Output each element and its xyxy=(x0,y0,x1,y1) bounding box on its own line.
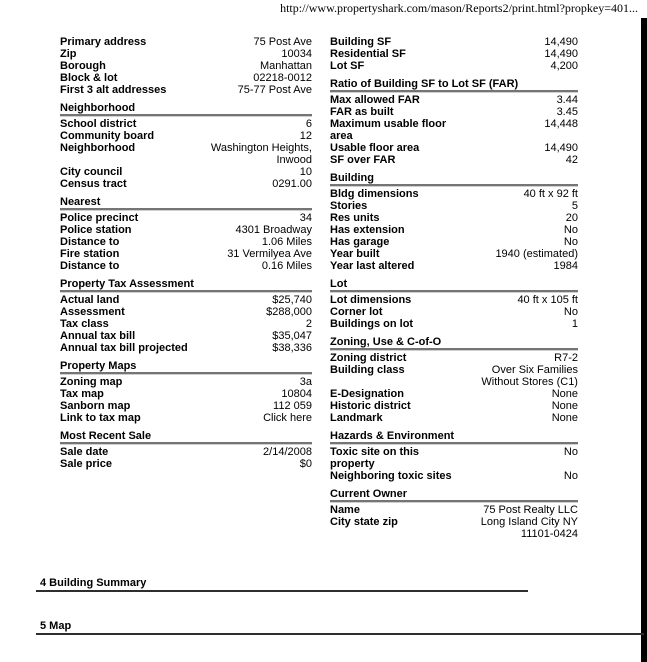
field-row-zoning-map xyxy=(60,376,312,388)
section-title: Lot xyxy=(330,278,348,290)
field-value: $25,740 xyxy=(272,294,312,306)
field-row-tax-class xyxy=(60,318,312,330)
field-label: Toxic site on this property xyxy=(330,446,420,470)
field-row-building-class xyxy=(330,364,578,388)
field-row-annual-tax-bill xyxy=(60,330,312,342)
field-value: 14,490 xyxy=(544,142,578,154)
section-title: Neighborhood xyxy=(60,102,136,114)
section-rule xyxy=(330,184,578,187)
field-value: Manhattan xyxy=(260,60,312,72)
section-property-maps xyxy=(60,360,312,424)
field-value: Over Six Families Without Stores (C1) xyxy=(481,364,578,388)
field-label: FAR as built xyxy=(330,106,394,118)
field-value: 5 xyxy=(571,200,578,212)
field-row-actual-land xyxy=(60,294,312,306)
field-value: No xyxy=(563,306,578,318)
section-rule xyxy=(330,500,578,503)
field-value: 10034 xyxy=(281,48,312,60)
field-value: None xyxy=(551,400,578,412)
field-label: School district xyxy=(60,118,137,130)
field-label: Has garage xyxy=(330,236,390,248)
field-row-lot-sf xyxy=(330,60,578,72)
section-rule xyxy=(60,372,312,375)
field-value: 20 xyxy=(565,212,578,224)
field-value: 75-77 Post Ave xyxy=(237,84,312,96)
field-value: 40 ft x 105 ft xyxy=(517,294,578,306)
field-value: 31 Vermilyea Ave xyxy=(227,248,312,260)
field-label: E-Designation xyxy=(330,388,404,400)
field-row-borough xyxy=(60,60,312,72)
section-property-tax-assessment xyxy=(60,278,312,354)
field-value: 14,490 xyxy=(544,36,578,48)
field-row-annual-tax-bill-projected xyxy=(60,342,312,354)
field-label: Police precinct xyxy=(60,212,139,224)
field-value: $288,000 xyxy=(266,306,312,318)
field-label: Neighboring toxic sites xyxy=(330,470,452,482)
field-value: 12 xyxy=(299,130,312,142)
field-label: SF over FAR xyxy=(330,154,396,166)
field-label: Actual land xyxy=(60,294,120,306)
field-label: Res units xyxy=(330,212,380,224)
field-value: 0.16 Miles xyxy=(261,260,312,272)
field-row-maximum-usable-floor-area xyxy=(330,118,578,142)
field-label: Sale date xyxy=(60,446,109,458)
field-label: Assessment xyxy=(60,306,125,318)
field-row-lot-dimensions xyxy=(330,294,578,306)
field-label: Borough xyxy=(60,60,106,72)
field-label: Building class xyxy=(330,364,405,376)
field-label: Zoning district xyxy=(330,352,407,364)
field-value: R7-2 xyxy=(554,352,578,364)
field-row-far-as-built xyxy=(330,106,578,118)
field-row-community-board xyxy=(60,130,312,142)
field-value: 40 ft x 92 ft xyxy=(523,188,578,200)
field-row-landmark xyxy=(330,412,578,424)
field-label: Tax map xyxy=(60,388,104,400)
field-value: None xyxy=(551,412,578,424)
section-right-top xyxy=(330,36,578,72)
field-value: 2 xyxy=(305,318,312,330)
section-neighborhood xyxy=(60,102,312,190)
field-value: $0 xyxy=(299,458,312,470)
field-row-link-to-tax-map xyxy=(60,412,312,424)
field-row-assessment xyxy=(60,306,312,318)
section-zoning-use-c-of-o xyxy=(330,336,578,424)
field-row-block-lot xyxy=(60,72,312,84)
field-value: 14,448 xyxy=(544,118,578,130)
field-value: 4,200 xyxy=(550,60,578,72)
field-value: 1 xyxy=(571,318,578,330)
field-label: Name xyxy=(330,504,360,516)
section-current-owner xyxy=(330,488,578,540)
field-label: City state zip xyxy=(330,516,398,528)
field-value: 10 xyxy=(299,166,312,178)
field-row-has-garage xyxy=(330,236,578,248)
field-value: 3a xyxy=(299,376,312,388)
field-value: 3.44 xyxy=(556,94,578,106)
section-rule xyxy=(330,90,578,93)
section-rule xyxy=(60,290,312,293)
field-row-first-3-alt-addresses xyxy=(60,84,312,96)
section-rule xyxy=(60,208,312,211)
field-label: Residential SF xyxy=(330,48,406,60)
section-ratio-of-building-sf-to-lot-sf-far xyxy=(330,78,578,166)
section-heading-map: 5 Map xyxy=(36,620,644,635)
field-label: Lot dimensions xyxy=(330,294,412,306)
field-label: Corner lot xyxy=(330,306,383,318)
field-row-census-tract xyxy=(60,178,312,190)
field-label: Sale price xyxy=(60,458,112,470)
field-row-police-station xyxy=(60,224,312,236)
field-label: Building SF xyxy=(330,36,392,48)
field-row-sale-price xyxy=(60,458,312,470)
field-label: Landmark xyxy=(330,412,383,424)
field-label: Zoning map xyxy=(60,376,123,388)
field-label: Primary address xyxy=(60,36,147,48)
field-label: First 3 alt addresses xyxy=(60,84,167,96)
field-row-sale-date xyxy=(60,446,312,458)
field-value: 10804 xyxy=(281,388,312,400)
field-label: Neighborhood xyxy=(60,142,136,154)
field-row-city-council xyxy=(60,166,312,178)
field-row-sanborn-map xyxy=(60,400,312,412)
field-label: Max allowed FAR xyxy=(330,94,420,106)
section-title: Current Owner xyxy=(330,488,408,500)
field-row-year-built xyxy=(330,248,578,260)
field-row-res-units xyxy=(330,212,578,224)
field-value: 0291.00 xyxy=(272,178,312,190)
field-value: 112 059 xyxy=(273,400,312,412)
field-value: 1940 (estimated) xyxy=(495,248,578,260)
field-label: Community board xyxy=(60,130,155,142)
field-label: Annual tax bill xyxy=(60,330,136,342)
field-value: 34 xyxy=(299,212,312,224)
section-title: Property Maps xyxy=(60,360,137,372)
field-value: 4301 Broadway xyxy=(235,224,312,236)
field-label: Stories xyxy=(330,200,368,212)
field-value: 14,490 xyxy=(544,48,578,60)
section-title: Nearest xyxy=(60,196,101,208)
field-value: No xyxy=(563,470,578,482)
field-label: Bldg dimensions xyxy=(330,188,419,200)
section-hazards-environment xyxy=(330,430,578,482)
field-label: Distance to xyxy=(60,236,120,248)
left-column xyxy=(60,36,312,476)
section-heading-building-summary: 4 Building Summary xyxy=(36,577,528,592)
field-row-neighboring-toxic-sites xyxy=(330,470,578,482)
field-label: Tax class xyxy=(60,318,109,330)
right-column xyxy=(330,36,578,546)
field-label: Link to tax map xyxy=(60,412,141,424)
field-row-stories xyxy=(330,200,578,212)
field-label: Buildings on lot xyxy=(330,318,414,330)
field-row-zip xyxy=(60,48,312,60)
section-title: Zoning, Use & C-of-O xyxy=(330,336,442,348)
field-row-historic-district xyxy=(330,400,578,412)
section-title: Hazards & Environment xyxy=(330,430,455,442)
field-row-zoning-district xyxy=(330,352,578,364)
field-row-has-extension xyxy=(330,224,578,236)
field-label: Sanborn map xyxy=(60,400,131,412)
field-row-name xyxy=(330,504,578,516)
field-label: Lot SF xyxy=(330,60,365,72)
field-row-residential-sf xyxy=(330,48,578,60)
field-value: No xyxy=(563,446,578,458)
field-label: Block & lot xyxy=(60,72,118,84)
section-left-top xyxy=(60,36,312,96)
field-label: City council xyxy=(60,166,123,178)
field-value: None xyxy=(551,388,578,400)
section-title: Most Recent Sale xyxy=(60,430,152,442)
section-building xyxy=(330,172,578,272)
field-row-tax-map xyxy=(60,388,312,400)
field-row-max-allowed-far xyxy=(330,94,578,106)
section-rule xyxy=(330,442,578,445)
section-title: Ratio of Building SF to Lot SF (FAR) xyxy=(330,78,519,90)
section-rule xyxy=(330,348,578,351)
field-row-year-last-altered xyxy=(330,260,578,272)
field-row-corner-lot xyxy=(330,306,578,318)
field-value: 2/14/2008 xyxy=(263,446,312,458)
field-label: Usable floor area xyxy=(330,142,420,154)
field-label: Historic district xyxy=(330,400,411,412)
field-row-neighborhood xyxy=(60,142,312,166)
field-value: Long Island City NY 11101-0424 xyxy=(480,516,578,540)
field-label: Has extension xyxy=(330,224,405,236)
field-row-police-precinct xyxy=(60,212,312,224)
field-value: Washington Heights, Inwood xyxy=(210,142,312,166)
field-label: Zip xyxy=(60,48,77,60)
field-value: 75 Post Realty LLC xyxy=(483,504,578,516)
field-value: 02218-0012 xyxy=(253,72,312,84)
field-label: Police station xyxy=(60,224,132,236)
page-edge-bar xyxy=(641,18,647,662)
section-rule xyxy=(60,442,312,445)
field-value: 42 xyxy=(565,154,578,166)
field-row-building-sf xyxy=(330,36,578,48)
field-row-school-district xyxy=(60,118,312,130)
field-row-sf-over-far xyxy=(330,154,578,166)
section-lot xyxy=(330,278,578,330)
section-title: Property Tax Assessment xyxy=(60,278,194,290)
field-row-city-state-zip xyxy=(330,516,578,540)
field-label: Year last altered xyxy=(330,260,415,272)
field-row-primary-address xyxy=(60,36,312,48)
field-label: Annual tax bill projected xyxy=(60,342,188,354)
field-value: 1984 xyxy=(553,260,578,272)
field-value: $35,047 xyxy=(272,330,312,342)
field-row-distance-to xyxy=(60,260,312,272)
field-label: Fire station xyxy=(60,248,120,260)
field-row-buildings-on-lot xyxy=(330,318,578,330)
tax-map-link[interactable]: Click here xyxy=(263,412,312,424)
field-value: No xyxy=(563,224,578,236)
field-value: No xyxy=(563,236,578,248)
field-row-bldg-dimensions xyxy=(330,188,578,200)
field-value: 3.45 xyxy=(556,106,578,118)
field-label: Census tract xyxy=(60,178,127,190)
field-label: Year built xyxy=(330,248,380,260)
section-nearest xyxy=(60,196,312,272)
field-value: 75 Post Ave xyxy=(253,36,312,48)
field-row-toxic-site-on-this-property xyxy=(330,446,578,470)
page-url: http://www.propertyshark.com/mason/Reports2/print.html?propkey=401... xyxy=(280,1,638,15)
field-label: Maximum usable floor area xyxy=(330,118,447,142)
section-most-recent-sale xyxy=(60,430,312,470)
section-title: Building xyxy=(330,172,374,184)
field-value: 1.06 Miles xyxy=(261,236,312,248)
field-value: 6 xyxy=(305,118,312,130)
field-value: $38,336 xyxy=(272,342,312,354)
field-label: Distance to xyxy=(60,260,120,272)
section-rule xyxy=(330,290,578,293)
field-row-e-designation xyxy=(330,388,578,400)
section-rule xyxy=(60,114,312,117)
field-row-distance-to xyxy=(60,236,312,248)
field-row-usable-floor-area xyxy=(330,142,578,154)
field-row-fire-station xyxy=(60,248,312,260)
